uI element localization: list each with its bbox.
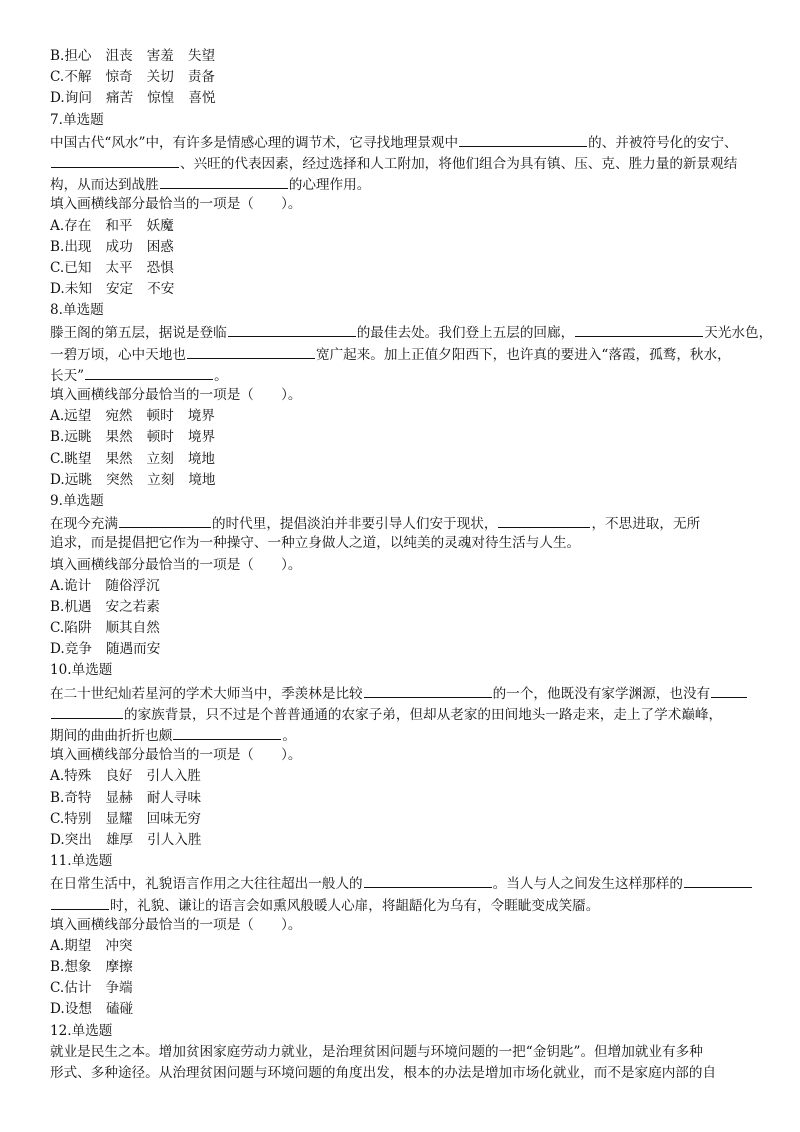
option-word: 顿时	[146, 429, 174, 446]
stem-text: 、兴旺的代表因素，经过选择和人工附加，将他们组合为具有镇、压、克、胜力量的新景观结	[180, 155, 738, 172]
question-9-option-b[interactable]	[50, 597, 756, 618]
option-word: 成功	[105, 238, 133, 255]
option-letter: C.	[50, 259, 65, 276]
stem-line	[50, 152, 756, 173]
option-word: 顿时	[146, 408, 174, 425]
question-8	[50, 300, 773, 491]
question-prompt: 填入画横线部分最恰当的一项是（ ）。	[50, 556, 302, 573]
option-word: 陷阱	[64, 620, 92, 637]
option-word: 良好	[105, 768, 133, 785]
option-word: 痛苦	[105, 90, 134, 107]
option-word: 果然	[105, 429, 133, 446]
option-word: 雄厚	[105, 831, 134, 848]
option-letter: A.	[50, 577, 65, 594]
option-word: 立刻	[146, 450, 174, 467]
question-header: 10.单选题	[50, 662, 113, 679]
option-word: 估计	[64, 980, 92, 997]
option-word: 询问	[64, 90, 92, 107]
fill-in-blank	[364, 872, 492, 888]
stem-text: 就业是民生之本。增加贫困家庭劳动力就业，是治理贫困问题与环境问题的一把“金钥匙”。但增加就业有多种	[50, 1043, 703, 1060]
stem-line	[50, 321, 773, 342]
question-11-option-a[interactable]	[50, 936, 756, 957]
stem-text: 滕王阁的第五层，据说是登临	[50, 325, 227, 342]
stem-text: 宽广起来。加上正值夕阳西下，也许真的要进入“落霞，孤鹜，秋水，	[315, 346, 731, 363]
option-letter: C.	[50, 450, 65, 467]
question-9-option-c[interactable]	[50, 618, 756, 639]
option-word: 期望	[64, 937, 92, 954]
question-stem	[50, 872, 756, 914]
option-word: 境界	[187, 429, 216, 446]
option-word: 恐惧	[146, 259, 174, 276]
option-letter: D.	[50, 471, 65, 488]
stem-text: 中国古代“风水”中，有许多是情感心理的调节术，它寻找地理景观中	[50, 134, 459, 151]
question-6-tail-options	[50, 46, 756, 110]
fill-in-blank	[51, 152, 179, 168]
question-7-option-a[interactable]	[50, 216, 756, 237]
option-letter: B.	[50, 238, 65, 255]
question-10-option-a[interactable]	[50, 766, 756, 787]
question-11-option-c[interactable]	[50, 978, 756, 999]
question-9	[50, 491, 756, 661]
stem-text: 的一个，他既没有家学渊源，也没有	[492, 685, 711, 702]
stem-text: 时，礼貌、谦让的语言会如熏风般暖人心扉，将龃龉化为乌有，令睚眦变成笑靥。	[110, 897, 600, 914]
stem-line	[50, 533, 756, 554]
option-word: 突然	[105, 471, 134, 488]
fill-in-blank	[459, 131, 587, 147]
stem-text: 。当人与人之间发生这样那样的	[492, 876, 683, 893]
question-prompt: 填入画横线部分最恰当的一项是（ ）。	[50, 747, 302, 764]
stem-line	[50, 131, 756, 152]
option-letter: B.	[50, 48, 65, 64]
stem-line	[50, 894, 756, 915]
option-word: 设想	[64, 1001, 92, 1018]
stem-line	[50, 343, 756, 364]
question-prompt: 填入画横线部分最恰当的一项是（ ）。	[50, 916, 302, 933]
stem-line	[50, 364, 756, 385]
stem-text: 在日常生活中，礼貌语言作用之大往往超出一般人的	[50, 876, 363, 893]
question-stem	[50, 1042, 756, 1084]
stem-text: 追求，而是提倡把它作为一种操守、一种立身做人之道，以纯美的灵魂对待生活与人生。	[50, 535, 581, 552]
option-word: 担心	[64, 48, 92, 64]
option-word: 磕碰	[105, 1001, 134, 1018]
stem-text: 。	[214, 367, 228, 384]
fill-in-blank	[160, 173, 288, 189]
option-letter: D.	[50, 1001, 65, 1018]
stem-line	[50, 703, 756, 724]
option-letter: D.	[50, 641, 65, 658]
option-word: 特殊	[64, 768, 92, 785]
question-prompt: 填入画横线部分最恰当的一项是（ ）。	[50, 387, 302, 403]
option-word: 引人入胜	[147, 831, 202, 848]
option-word: 果然	[105, 450, 133, 467]
question-8-option-c[interactable]	[50, 449, 756, 470]
option-letter: B.	[50, 959, 65, 976]
option-word: 出现	[64, 238, 92, 255]
fill-in-blank	[498, 512, 590, 528]
option-word: 未知	[64, 281, 92, 298]
stem-text: 在二十世纪灿若星河的学术大师当中，季羡林是比较	[50, 685, 363, 702]
option-word: 顺其自然	[105, 620, 160, 637]
question-stem	[50, 682, 756, 746]
question-10-option-d[interactable]	[50, 830, 756, 851]
question-prompt: 填入画横线部分最恰当的一项是（ ）。	[50, 196, 302, 213]
option-letter: D.	[50, 90, 65, 107]
fill-in-blank	[684, 872, 752, 888]
option-word: 显赫	[105, 789, 133, 806]
question-12	[50, 1021, 756, 1085]
option-word: 困惑	[146, 238, 174, 255]
question-7-option-d[interactable]	[50, 279, 756, 300]
option-word: 和平	[105, 217, 133, 234]
question-10-option-c[interactable]	[50, 809, 756, 830]
option-word: 远望	[64, 408, 92, 425]
option-word: 争端	[105, 980, 133, 997]
question-7-option-b[interactable]	[50, 237, 756, 258]
option-word: 远眺	[64, 429, 92, 446]
option-word: 责备	[187, 69, 215, 86]
fill-in-blank	[364, 682, 492, 698]
stem-line	[50, 1042, 756, 1063]
stem-text: 的家族背景，只不过是个普普通通的农家子弟，但却从老家的田间地头一路走来，走上了学术巅峰，	[124, 706, 723, 723]
option-letter: A.	[50, 217, 65, 234]
option-word: 宛然	[105, 408, 133, 425]
fill-in-blank	[119, 512, 211, 528]
option-word: 妖魔	[146, 217, 174, 234]
stem-line	[50, 512, 756, 533]
stem-text: 期间的曲曲折折也颇	[50, 728, 173, 744]
fill-in-blank	[51, 703, 123, 719]
option-word: 安定	[105, 281, 134, 298]
option-letter: B.	[50, 429, 65, 446]
fill-in-blank	[51, 894, 109, 910]
option-word: 太平	[105, 259, 133, 276]
option-word: 眺望	[64, 450, 92, 467]
question-7-option-c[interactable]	[50, 258, 756, 279]
question-stem	[50, 321, 773, 385]
stem-line	[50, 724, 756, 745]
option-word: 不解	[64, 69, 92, 86]
stem-text: 一碧万顷，心中天地也	[50, 346, 186, 363]
option-word: 随遇而安	[105, 641, 161, 658]
option-word: 已知	[64, 259, 92, 276]
option-letter: D.	[50, 831, 65, 848]
fill-in-blank	[228, 321, 356, 337]
option-word: 想象	[64, 959, 92, 976]
question-11	[50, 851, 756, 1021]
option-word: 引人入胜	[146, 768, 201, 785]
question-header: 7.单选题	[50, 111, 104, 128]
stem-text: 。	[282, 728, 296, 744]
option-letter: C.	[50, 69, 65, 86]
option-letter: D.	[50, 281, 65, 298]
option-letter: C.	[50, 810, 65, 827]
option-word: 失望	[187, 48, 216, 64]
stem-text: 在现今充满	[50, 516, 118, 533]
option-word: 奇特	[64, 789, 92, 806]
stem-text: 的心理作用。	[288, 177, 371, 194]
option-word: 诡计	[64, 577, 92, 594]
stem-text: 长天”	[50, 367, 85, 384]
question-9-option-d[interactable]	[50, 639, 756, 660]
stem-line	[50, 872, 756, 893]
option-word: 沮丧	[105, 48, 133, 64]
option-word: 随俗浮沉	[105, 577, 160, 594]
question-header: 11.单选题	[50, 853, 113, 870]
stem-text: 天光水色，	[704, 325, 773, 342]
option-letter: C.	[50, 620, 65, 637]
option-word: 害羞	[146, 48, 174, 64]
exam-page	[50, 46, 773, 1084]
option-word: 耐人寻味	[146, 789, 202, 806]
option-word: 存在	[64, 217, 92, 234]
option-word: 机遇	[64, 598, 92, 615]
option-word: 安之若素	[105, 598, 160, 615]
option-word: 境地	[188, 471, 216, 488]
option-word: 喜悦	[188, 90, 216, 107]
option-letter: A.	[50, 768, 65, 785]
option-letter: B.	[50, 598, 65, 615]
fill-in-blank	[711, 682, 747, 698]
fill-in-blank	[575, 321, 703, 337]
question-header: 8.单选题	[50, 302, 104, 319]
question-8-option-a[interactable]	[50, 406, 756, 427]
fill-in-blank	[85, 364, 213, 380]
fill-in-blank	[173, 724, 281, 740]
question-9-option-a[interactable]	[50, 576, 756, 597]
stem-text: 的时代里，提倡淡泊并非要引导人们安于现状，	[211, 516, 498, 533]
option-word: 摩擦	[105, 959, 133, 976]
option-word: 显耀	[105, 810, 133, 827]
option-word: 关切	[146, 69, 174, 86]
option-word: 竞争	[64, 641, 92, 658]
question-8-option-d[interactable]	[50, 470, 756, 491]
question-6-option-d[interactable]	[50, 88, 756, 109]
option-word: 远眺	[64, 471, 92, 488]
question-11-option-b[interactable]	[50, 957, 756, 978]
option-letter: A.	[50, 937, 65, 954]
option-letter: C.	[50, 980, 65, 997]
stem-line	[50, 173, 756, 194]
question-header: 9.单选题	[50, 492, 104, 509]
question-11-option-d[interactable]	[50, 999, 756, 1020]
stem-text: 的最佳去处。我们登上五层的回廊，	[356, 325, 575, 342]
question-stem	[50, 512, 756, 554]
stem-text: 构，从而达到战胜	[50, 177, 159, 194]
fill-in-blank	[187, 343, 315, 359]
option-word: 惊奇	[105, 69, 133, 86]
question-7	[50, 110, 756, 301]
option-word: 境界	[187, 408, 215, 425]
stem-text: ，不思进取，无所	[591, 516, 701, 533]
option-word: 回味无穷	[146, 810, 201, 827]
stem-text: 的、并被符号化的安宁、	[588, 134, 738, 151]
option-word: 特别	[64, 810, 92, 827]
option-word: 突出	[64, 831, 92, 848]
stem-line	[50, 682, 756, 703]
question-6-option-c[interactable]	[50, 67, 756, 88]
option-word: 惊惶	[147, 90, 175, 107]
option-letter: A.	[50, 408, 65, 425]
question-10	[50, 660, 756, 851]
stem-text: 形式、多种途径。从治理贫困问题与环境问题的角度出发，根本的办法是增加市场化就业，而不是家庭内部的自	[50, 1065, 717, 1081]
option-word: 立刻	[147, 471, 175, 488]
question-stem	[50, 131, 756, 195]
option-word: 冲突	[105, 937, 133, 954]
option-word: 境地	[187, 450, 215, 467]
question-10-option-b[interactable]	[50, 788, 756, 809]
question-8-option-b[interactable]	[50, 427, 756, 448]
question-header: 12.单选题	[50, 1022, 113, 1039]
option-letter: B.	[50, 789, 65, 806]
question-6-option-b[interactable]	[50, 46, 756, 67]
stem-line	[50, 1063, 756, 1084]
option-word: 不安	[147, 281, 175, 298]
